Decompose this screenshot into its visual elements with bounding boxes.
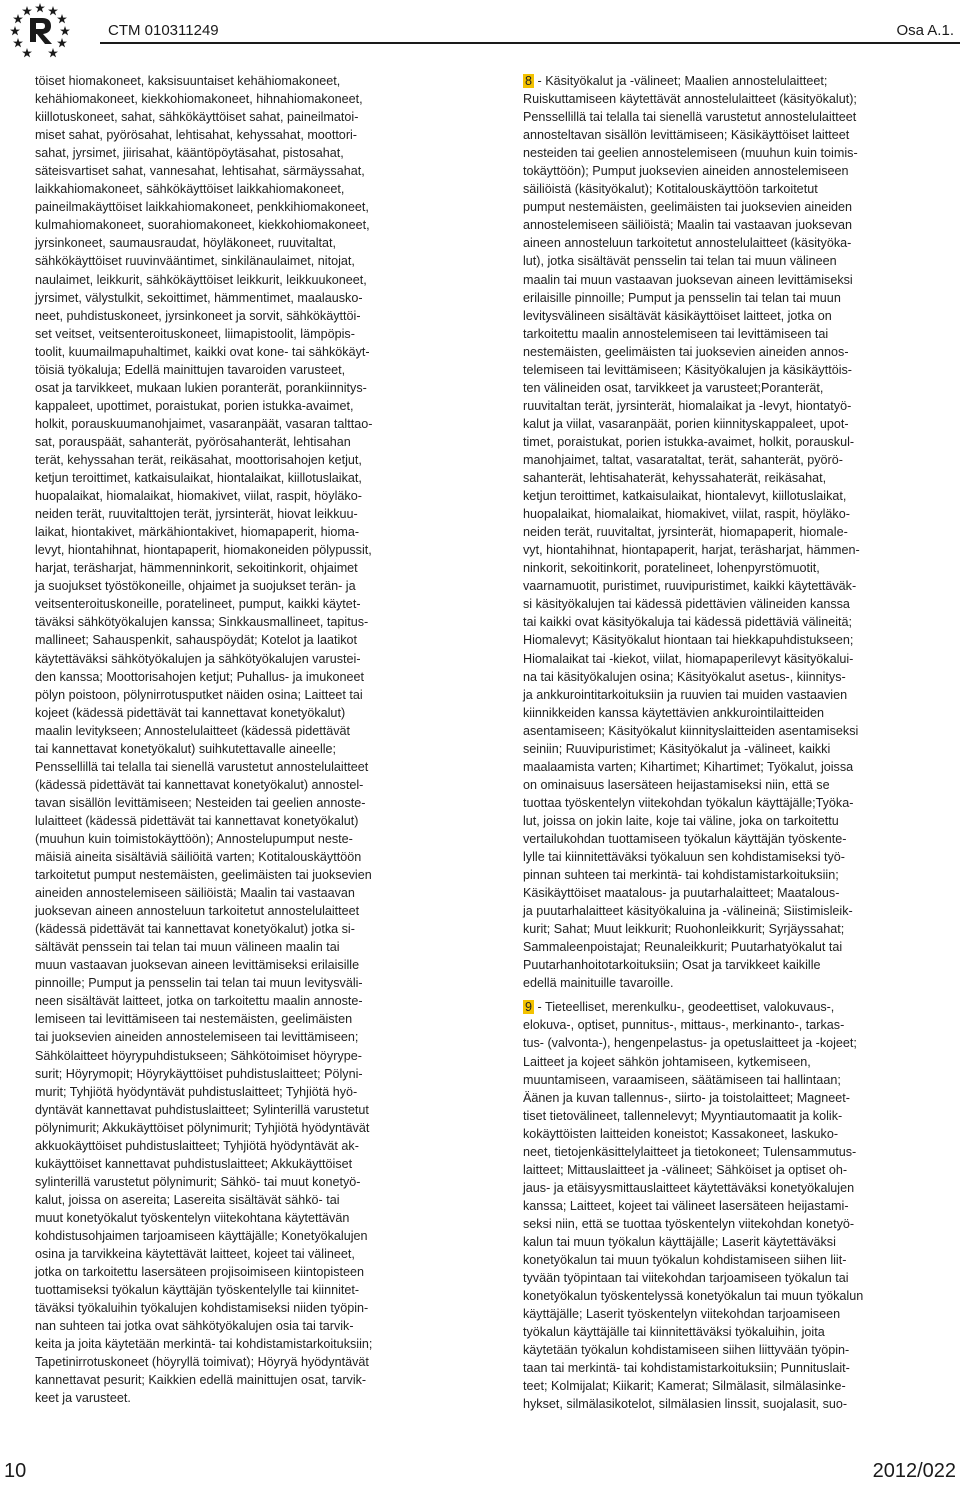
logo-star (57, 38, 67, 47)
logo-star (10, 26, 20, 35)
logo-star (13, 38, 23, 47)
logo-star (13, 14, 23, 23)
section-label: Osa A.1. (896, 22, 954, 39)
logo-star (48, 6, 58, 15)
header-divider (100, 42, 960, 44)
publication-reference: CTM 010311249 (108, 22, 219, 39)
logo-star (22, 48, 32, 57)
logo-emblem (30, 18, 52, 44)
class-9-number: 9 (525, 1000, 533, 1015)
logo-star (48, 48, 58, 57)
logo-star (22, 6, 32, 15)
page-number: 10 (4, 1460, 27, 1482)
logo-star (35, 3, 45, 12)
right-column (523, 72, 923, 1413)
logo-star (57, 14, 67, 23)
class-9-text: - Tieteelliset, merenkulku-, geodeettiset, valokuvaus-, elokuva-, optiset, punnitus-, mittaus-, merkinanto-, tarkas- tus- (valvonta-), hengenpelastus- ja opetuslaitteet ja -kojeet; Laitteet ja kojeet sähkön johtamiseen, kytkemiseen, muuntamiseen, varaamiseen, säätämiseen tai hallintaan; Äänen ja kuvan tallennus-, siirto- ja toistolaitteet; Magneet- tiset tietovälineet, tallennelevyt; Myyntiautomaatit ja kolik- kokäyttöisten laitteiden koneistot; Kassakoneet, laskuko- neet, tietojenkäsittelylaitteet ja tietokoneet; Tulensammutus- laitteet; Mittauslaitteet ja -välineet; Sähköiset ja optiset oh- jaus- ja etäisyysmittauslaitteet käytettäväksi konetyökalujen kanssa; Laitteet, kojeet tai välineet lasersäteen heijastami- seksi niin, että se tuottaa työskentelyn viitekohdan konetyö- kalun tai muun työkalun käyttäjälle; Laserit käytettäväksi konetyökalun tai muun työkalun kohdistamiseen siihen liit- tyvään työpintaan tai viitekohdan tarjoamiseen työkalun tai konetyökalun työskentelyssä konetyökalun tai muun työkalun käyttäjälle; Laserit työskentelyn viitekohdan tarjoamiseen työkalun käyttäjälle tai kiinnitettäväksi työkaluihin, joita käytetään työkalun kohdistamiseen siihen liittyvään työpin- taan tai merkintä- tai kohdistamistarkoituksiin; Punnituslait- teet; Kolmijalat; Kiikarit; Kamerat; Silmälasit, silmälasinke- hykset, silmälasikotelot, silmälasien linssit, suojalasit, suo- (523, 1000, 864, 1412)
euipo-logo (4, 2, 76, 62)
class-8-text: - Käsityökalut ja -välineet; Maalien annostelulaitteet; Ruiskuttamiseen käytettävät annostelulaitteet (käsityökalut); Penssellillä tai telalla tai sienellä varustetut annostelulaitteet annosteltavan sisällön levittämiseen; Käsikäyttöiset laitteet nesteiden tai geelien annostelemiseen (muuhun kuin toimis- tokäyttöön); Pumput juoksevien aineiden annostelemiseen säiliöistä (käsityökalut); Kotitalouskäyttöön tarkoitetut pumput nestemäisten, geelimäisten tai juoksevien aineiden annostelemiseen säiliöistä; Maalin tai vastaavan juoksevan aineen annosteluun tarkoitetut annostelulaitteet (käsityöka- lut), jotka sisältävät pensselin tai telan tai muun välineen maalin tai muun vastaavan juoksevan aineen levittämiseksi erilaisille pinnoille; Pumput ja pensselin tai telan tai muun levitysvälineen sisältävät käsikäyttöiset laitteet, jotka on tarkoitettu maalin annostelemiseen tai levittämiseen tai nestemäisten, geelimäisten tai juoksevien aineiden annos- telemiseen tai levittämiseen; Käsityökalujen ja käsikäyttöis- ten välineiden osat, tarvikkeet ja varusteet;Poranterät, ruuvitaltan terät, jyrsinterät, hiomalaikat ja -levyt, hiontatyö- kalut ja viilat, vasaranpäät, porien kiinnityskappaleet, upot- timet, poraistukat, porien istukka-avaimet, holkit, porauskul- manohjaimet, taltat, vasarataltat, terät, sahanterät, pyörö- sahanterät, lehtisahaterät, kehyssahaterät, reikäsahat, ketjun teroittimet, katkaisulaikat, hiontalevyt, kiillotuslaikat, huopalaikat, hiomalaikat, hiomakivet, viilat, raspit, höyläko- neiden terät, ruuvitaltat, jyrsinterät, hiomapaperit, hiomale- vyt, hiontahihnat, hiontapaperit, harjat, teräsharjat, hämmen- ninkorit, sekoitinkorit, poratelineet, lohenpyrstömuotit, vaarnamuotit, puristimet, ruuvipuristimet, kaikki käytettäväk- si käsityökalujen tai kädessä pidettävien välineiden kanssa tai kaikki ovat käsityökaluja tai kädessä pidettäviä välineitä; Hiomalevyt; Käsityökalut hiontaan tai hiekkapuhdistukseen; Hiomalaikat tai -kiekot, viilat, hiomapaperilevyt käsityökalui- na tai käsityökalujen osina; Käsityökalut asetus-, kiinnitys- ja ankkurointitarkoituksiin ja ruuvien tai muiden vastaavien kiinnikkeiden kanssa käytettävien ankkurointilaitteiden asentamiseen; Käsityökalut kiinnityslaitteiden asentamiseksi seiniin; Ruuvipuristimet; Käsityökalut ja -välineet, kaikki maalaamista varten; Kihartimet; Kihartimet; Työkalut, joissa on ominaisuus lasersäteen heijastamiseksi niin, että se tuottaa työskentelyn viitekohdan työkalun käyttäjälle;Työka- lut, joissa on jokin laite, koje tai väline, joka on tarkoitettu vertailukohdan tuottamiseen työkalun käyttäjän työskente- lylle tai kiinnitettäväksi työkaluun sen kohdistamiseksi työ- pinnan suhteen tai merkintä- tai kohdistamistarkoituksiin; Käsikäyttöiset maatalous- ja puutarhalaitteet; Maatalous- ja puutarhalaitteet käsityökaluina ja -välineinä; Siistimisleik- kurit; Sahat; Muut leikkurit; Ruohonleikkurit; Syrjäyssahat; Sammaleenpoistajat; Reunaleikkurit; Puutarhatyökalut tai Puutarhanhoitotarkoituksiin; Osat ja tarvikkeet kaikille edellä mainituille tavaroille. (523, 74, 860, 991)
class-8-number: 8 (525, 74, 533, 88)
bulletin-issue: 2012/022 (872, 1460, 956, 1482)
left-column-text: töiset hiomakoneet, kaksisuuntaiset kehähiomakoneet, kehähiomakoneet, kiekkohiomakoneet, hihnahiomakoneet, kiillotuskoneet, sahat, sähkökäyttöiset sahat, paineilmatoi- miset sahat, pyörösahat, lehtisahat, kehyssahat, moottori- sahat, jyrsimet, jiirisahat, kääntöpöytäsahat, pistosahat, säteisvartiset sahat, vannesahat, lehtisahat, särmäyssahat, laikkahiomakoneet, sähkökäyttöiset laikkahiomakoneet, paineilmakäyttöiset laikkahiomakoneet, penkkihiomakoneet, kulmahiomakoneet, suorahiomakoneet, kiekkohiomakoneet, jyrsinkoneet, saumausraudat, höyläkoneet, ruuvitaltat, sähkökäyttöiset ruuvinvääntimet, sinkilänaulaimet, nitojat, naulaimet, leikkurit, sähkökäyttöiset leikkurit, leikkuukoneet, jyrsimet, välystulkit, sekoittimet, hämmentimet, maalausko- neet, puhdistuskoneet, jyrsinkoneet ja sorvit, sähkökäyttöi- set veitset, veitsenteroituskoneet, liimapistoolit, lämpöpis- toolit, kuumailmapuhaltimet, kaikki ovat kone- tai sähkökäyt- töisiä työkaluja; Edellä mainittujen tavaroiden varusteet, osat ja tarvikkeet, mukaan lukien poranterät, porankiinnitys- kappaleet, upottimet, poraistukat, porien istukka-avaimet, holkit, porauskuumanohjaimet, vasaranpäät, vasaran talttao- sat, porauspäät, sahanterät, pyörösahanterät, lehtisahan terät, kehyssahan terät, reikäsahat, moottorisahojen ketjut, ketjun teroittimet, katkaisulaikat, hiontalaikat, kiillotuslaikat, huopalaikat, hiomalaikat, hiomakivet, viilat, raspit, höyläko- neiden terät, ruuvitalttojen terät, jyrsinterät, hiovat leikkuu- laikat, hiontakivet, märkähiontakivet, hiomapaperit, hioma- levyt, hiontahihnat, hiontapaperit, hiomakoneiden pölypussit, harjat, teräsharjat, hämmenninkorit, sekoitinkorit, ohjaimet ja suojukset työstökoneille, ohjaimet ja suojukset terän- ja veitsenteroituskoneille, poratelineet, pumput, kaikki käytet- täväksi sähkötyökalujen kanssa; Sinkkausmallineet, tapitus- mallineet; Sahauspenkit, sahauspöydät; Kotelot ja laatikot käytettäväksi sähkötyökalujen ja sähkötyökalujen varustei- den kanssa; Moottorisahojen ketjut; Puhallus- ja imukoneet pölyn poistoon, pölynirrotusputket näiden osina; Laitteet tai kojeet (kädessä pidettävät tai kannettavat konetyökalut) maalin levitykseen; Annostelulaitteet (kädessä pidettävät tai kannettavat konetyökalut) suihkutettavalle aineelle; Penssellillä tai telalla tai sienellä varustetut annostelulaitteet (kädessä pidettävät tai kannettavat konetyökalut) annostel- tavan sisällön levittämiseen; Nesteiden tai geelien annoste- lulaitteet (kädessä pidettävät tai kannettavat konetyökalut) (muuhun kuin toimistokäyttöön); Annostelupumput neste- mäisiä aineita sisältäviä säiliöitä varten; Kotitalouskäyttöön tarkoitetut pumput nestemäisten, geelimäisten tai juoksevien aineiden annostelemiseen säiliöistä; Maalin tai vastaavan juoksevan aineen annosteluun tarkoitetut annostelulaitteet (kädessä pidettävät tai kannettavat konetyökalut) jotka si- sältävät penssein tai telan tai muun välineen maalin tai muun vastaavan juoksevan aineen levittämiseksi erilaisille pinnoille; Pumput ja pensselin tai telan tai muun levitysväli- neen sisältävät laitteet, jotka on tarkoitettu maalin annoste- lemiseen tai levittämiseen tai nestemäisten, geelimäisten tai juoksevien aineiden annostelemiseen tai levittämiseen; Sähkölaitteet höyrypuhdistukseen; Sähkötoimiset höyrype- surit; Höyrymopit; Höyrykäyttöiset puhdistuslaitteet; Pölyni- murit; Tyhjiötä hyödyntävät puhdistuslaitteet; Tyhjiötä hyö- dyntävät kannettavat puhdistuslaitteet; Sylinterillä varustetut pölynimurit; Akkukäyttöiset pölynimurit; Tyhjiötä hyödyntävät akkuokäyttöiset puhdistuslaitteet; Tyhjiötä hyödyntävät ak- kukäyttöiset kannettavat puhdistuslaitteet; Akkukäyttöiset sylinterillä varustetut pölynimurit; Sähkö- tai muut konetyö- kalut, joissa on asereita; Lasereita sisältävät sähkö- tai muut konetyökalut työskentelyn viitekohtana käytettävän kohdistusohjaimen tarjoamiseen käyttäjälle; Konetyökalujen osina ja tarvikkeina käytettävät laitteet, kojeet tai välineet, jotka on tarkoitettu lasersäteen projisoimiseen kiintopisteen tuottamiseksi työkalun käyttäjän työskentelylle tai kiinnitet- täväksi työkaluihin työkalujen kohdistamiseksi niiden työpin- nan suhteen tai jotka ovat sähkötyökalujen osia tai tarvik- keita ja joita käytetään merkintä- tai kohdistamistarkoituksiin; Tapetinirrotuskoneet (höyryllä toimivat); Höyryä hyödyntävät kannettavat pesurit; Kaikkien edellä mainittujen osat, tarvik- keet ja varusteet. (35, 74, 373, 1406)
logo-star (60, 26, 70, 35)
class-spacer (523, 992, 923, 998)
